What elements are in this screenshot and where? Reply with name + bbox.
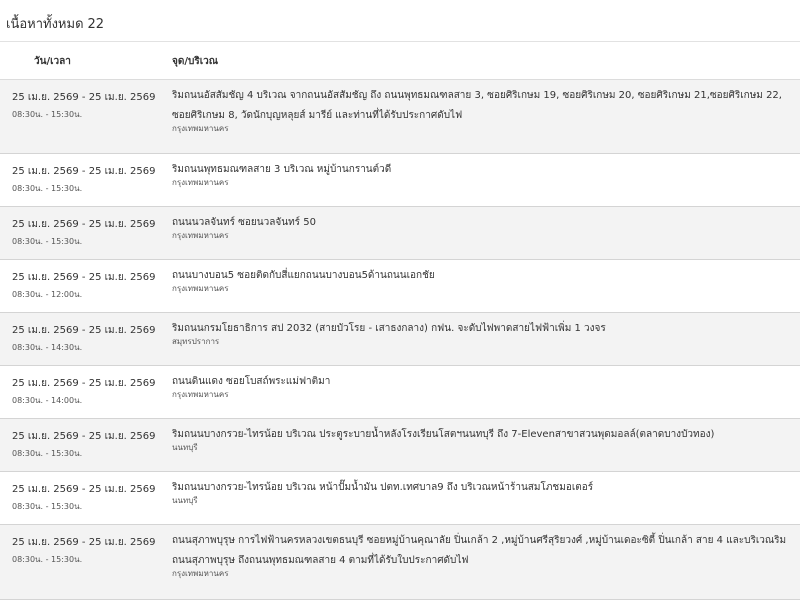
- row-date-range: 25 เม.ย. 2569 - 25 เม.ย. 2569: [12, 219, 156, 230]
- row-location-text: ริมถนนบางกรวย-ไทรน้อย บริเวณ ประตูระบายน้ำหลังโรงเรียนโสตฯนนทบุรี ถึง 7-Elevenสาขาสวนพุดมอลล์(ตลาดบางบัวทอง): [172, 429, 715, 440]
- column-header-datetime: วัน/เวลา: [34, 56, 71, 67]
- table-row: [0, 366, 800, 419]
- row-location: [172, 86, 796, 134]
- row-date-range: 25 เม.ย. 2569 - 25 เม.ย. 2569: [12, 431, 156, 442]
- row-time-range: 08:30น. - 14:30น.: [12, 343, 83, 352]
- row-province: นนทบุรี: [172, 496, 198, 505]
- row-location-text: ถนนนวลจันทร์ ซอยนวลจันทร์ 50: [172, 217, 316, 228]
- table-row: [0, 80, 800, 154]
- table-row: [0, 260, 800, 313]
- row-date-range: 25 เม.ย. 2569 - 25 เม.ย. 2569: [12, 92, 156, 103]
- row-province: กรุงเทพมหานคร: [172, 231, 229, 240]
- row-location-text: ริมถนนบางกรวย-ไทรน้อย บริเวณ หน้าปั๊มน้ำมัน ปตท.เทศบาล9 ถึง บริเวณหน้าร้านสมโภชมอเตอร์: [172, 482, 594, 493]
- row-location: [172, 425, 796, 453]
- table-header: [0, 41, 800, 80]
- row-province: กรุงเทพมหานคร: [172, 284, 229, 293]
- table-row: [0, 419, 800, 472]
- results-count-value: 22: [87, 17, 105, 32]
- row-time-range: 08:30น. - 12:00น.: [12, 290, 83, 299]
- row-province: นนทบุรี: [172, 443, 198, 452]
- table-row: [0, 207, 800, 260]
- row-time-range: 08:30น. - 15:30น.: [12, 110, 83, 119]
- row-time-range: 08:30น. - 15:30น.: [12, 184, 83, 193]
- row-province: กรุงเทพมหานคร: [172, 178, 229, 187]
- row-province: กรุงเทพมหานคร: [172, 390, 229, 399]
- row-location: [172, 160, 796, 188]
- table-row: [0, 525, 800, 600]
- results-count: [6, 13, 104, 34]
- table-row: [0, 472, 800, 525]
- column-header-location: จุด/บริเวณ: [172, 56, 219, 67]
- row-date-range: 25 เม.ย. 2569 - 25 เม.ย. 2569: [12, 325, 156, 336]
- row-time-range: 08:30น. - 14:00น.: [12, 396, 83, 405]
- row-date-range: 25 เม.ย. 2569 - 25 เม.ย. 2569: [12, 484, 156, 495]
- row-location-text: ริมถนนอัสสัมชัญ 4 บริเวณ จากถนนอัสสัมชัญ ถึง ถนนพุทธมณฑลสาย 3, ซอยศิริเกษม 19, ซอยศิริเกษม 20, ซอยศิริเกษม 21,ซอยศิริเกษม 22, ซอยศิริเกษม 8, วัดนักบุญหลุยส์ มารีย์ และท่านที่ได้รับประกาศดับไฟ: [172, 90, 782, 121]
- outage-table: [0, 41, 800, 600]
- row-location: [172, 319, 796, 347]
- row-location: [172, 531, 796, 579]
- row-location: [172, 213, 796, 241]
- row-date-range: 25 เม.ย. 2569 - 25 เม.ย. 2569: [12, 537, 156, 548]
- row-location: [172, 478, 796, 506]
- row-time-range: 08:30น. - 15:30น.: [12, 502, 83, 511]
- table-row: [0, 313, 800, 366]
- row-time-range: 08:30น. - 15:30น.: [12, 237, 83, 246]
- row-location: [172, 266, 796, 294]
- row-date-range: 25 เม.ย. 2569 - 25 เม.ย. 2569: [12, 166, 156, 177]
- row-location-text: ริมถนนพุทธมณฑลสาย 3 บริเวณ หมู่บ้านกรานต์วดี: [172, 164, 392, 175]
- row-time-range: 08:30น. - 15:30น.: [12, 449, 83, 458]
- table-row: [0, 154, 800, 207]
- row-location-text: ริมถนนกรมโยธาธิการ สป 2032 (สายบัวโรย - เสาธงกลาง) กฟน. จะดับไฟพาดสายไฟฟ้าเพิ่ม 1 วงจร: [172, 323, 606, 334]
- row-time-range: 08:30น. - 15:30น.: [12, 555, 83, 564]
- row-date-range: 25 เม.ย. 2569 - 25 เม.ย. 2569: [12, 272, 156, 283]
- row-date-range: 25 เม.ย. 2569 - 25 เม.ย. 2569: [12, 378, 156, 389]
- row-location-text: ถนนบางบอน5 ซอยติดกับสี่แยกถนนบางบอน5ด้านถนนเอกชัย: [172, 270, 435, 281]
- row-location-text: ถนนดินแดง ซอยโบสถ์พระแม่ฟาติมา: [172, 376, 331, 387]
- row-province: กรุงเทพมหานคร: [172, 569, 229, 578]
- row-province: สมุทรปราการ: [172, 337, 220, 346]
- row-province: กรุงเทพมหานคร: [172, 124, 229, 133]
- results-count-label: เนื้อหาทั้งหมด: [6, 17, 84, 32]
- row-location: [172, 372, 796, 400]
- row-location-text: ถนนสุภาพบุรุษ การไฟฟ้านครหลวงเขตธนบุรี ซอยหมู่บ้านคุณาลัย ปิ่นเกล้า 2 ,หมู่บ้านศรีสุริยวงศ์ ,หมู่บ้านเดอะซิตี้ ปิ่นเกล้า สาย 4 และบริเวณริมถนนสุภาพบุรุษ ถึงถนนพุทธมณฑลสาย 4 ตามที่ได้รับใบประกาศดับไฟ: [172, 535, 787, 566]
